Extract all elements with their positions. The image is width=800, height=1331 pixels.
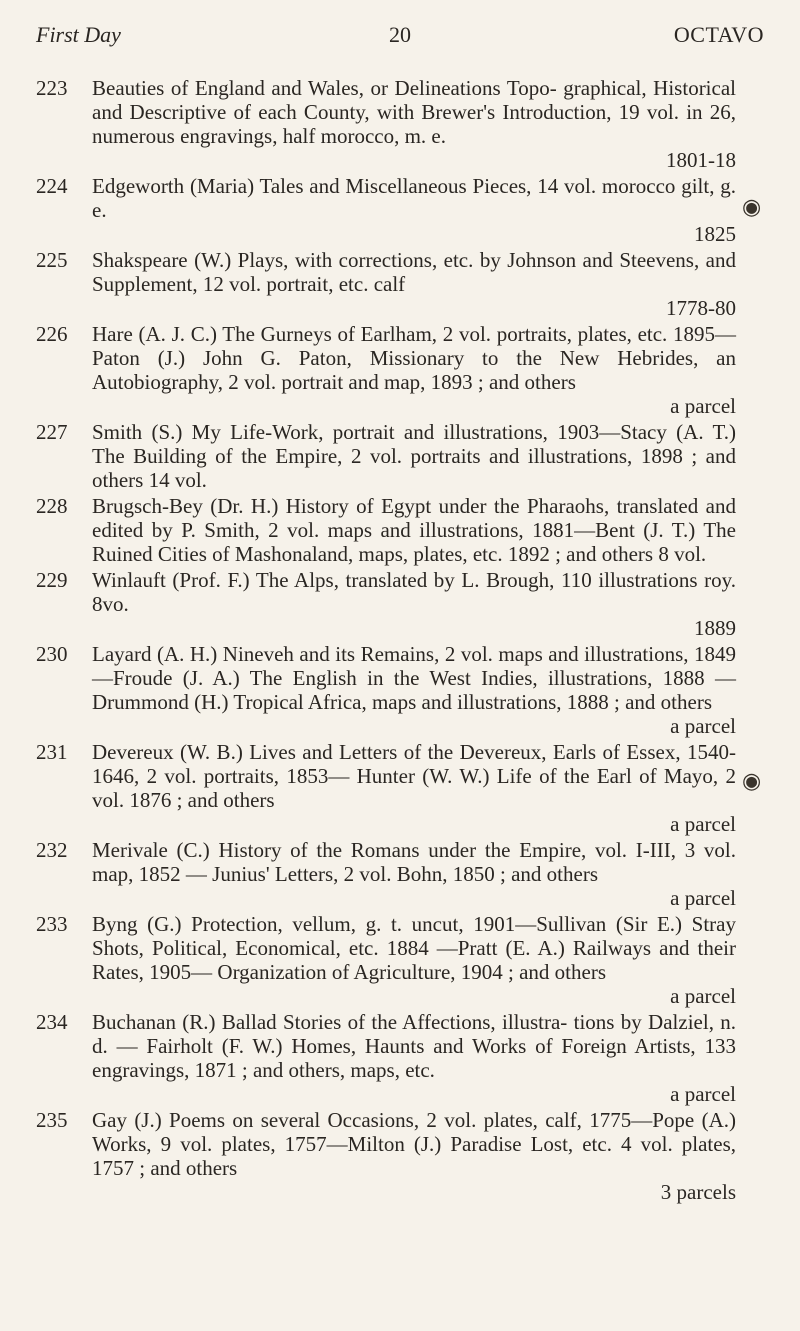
lot-date: 1889 [694, 616, 736, 640]
lot-number: 225 [36, 248, 68, 272]
lot-description: Devereux (W. B.) Lives and Letters of the Devereux, Earls of Essex, 1540-1646, 2 vol. portraits, 1853— Hunter (W. W.) Life of the Earl of Mayo, 2 vol. 1876 ; and others [92, 740, 736, 812]
lot-quantity: a parcel [670, 394, 736, 418]
lot-number: 227 [36, 420, 68, 444]
lot-description: Shakspeare (W.) Plays, with corrections, etc. by Johnson and Steevens, and Supplement, 12 vol. portrait, etc. calf [92, 248, 736, 296]
lot-entry [36, 322, 736, 418]
lot-entry [36, 248, 736, 320]
lot-quantity: a parcel [670, 1082, 736, 1106]
lot-entry [36, 740, 736, 836]
lot-entry [36, 912, 736, 1008]
lot-date: 1825 [694, 222, 736, 246]
lot-number: 234 [36, 1010, 68, 1034]
lot-description: Gay (J.) Poems on several Occasions, 2 vol. plates, calf, 1775—Pope (A.) Works, 9 vol. plates, 1757—Milton (J.) Paradise Lost, etc. 4 vol. plates, 1757 ; and others [92, 1108, 736, 1180]
lot-description: Smith (S.) My Life-Work, portrait and illustrations, 1903—Stacy (A. T.) The Building of the Empire, 2 vol. portraits and illustrations, 1898 ; and others 14 vol. [92, 420, 736, 492]
lot-entry [36, 420, 736, 492]
lot-entry [36, 568, 736, 640]
lot-number: 228 [36, 494, 68, 518]
lot-description: Edgeworth (Maria) Tales and Miscellaneous Pieces, 14 vol. morocco gilt, g. e. [92, 174, 736, 222]
lot-number: 232 [36, 838, 68, 862]
lot-description: Buchanan (R.) Ballad Stories of the Affections, illustra- tions by Dalziel, n. d. — Fairholt (F. W.) Homes, Haunts and Works of Foreign Artists, 133 engravings, 1871 ; and others, maps, etc. [92, 1010, 736, 1082]
lot-description: Brugsch-Bey (Dr. H.) History of Egypt under the Pharaohs, translated and edited by P. Smith, 2 vol. maps and illustrations, 1881—Bent (J. T.) The Ruined Cities of Mashonaland, maps, plates, etc. 1892 ; and others 8 vol. [92, 494, 736, 566]
lot-entry [36, 642, 736, 738]
lot-description: Winlauft (Prof. F.) The Alps, translated by L. Brough, 110 illustrations roy. 8vo. [92, 568, 736, 616]
lot-description: Merivale (C.) History of the Romans under the Empire, vol. I-III, 3 vol. map, 1852 — Junius' Letters, 2 vol. Bohn, 1850 ; and others [92, 838, 736, 886]
lot-number: 226 [36, 322, 68, 346]
lot-quantity: a parcel [670, 714, 736, 738]
lot-number: 230 [36, 642, 68, 666]
pencil-mark-icon: ◉ [742, 194, 762, 219]
lot-number: 229 [36, 568, 68, 592]
lot-entry [36, 76, 736, 172]
lot-number: 233 [36, 912, 68, 936]
lot-quantity: a parcel [670, 984, 736, 1008]
header-day: First Day [36, 22, 121, 47]
lot-number: 224 [36, 174, 68, 198]
page-header [36, 22, 764, 52]
lot-entry [36, 838, 736, 910]
lot-date: 1801-18 [666, 148, 736, 172]
lot-entry [36, 1010, 736, 1106]
catalogue-list [36, 76, 736, 1206]
lot-quantity: a parcel [670, 886, 736, 910]
lot-number: 223 [36, 76, 68, 100]
header-format: OCTAVO [673, 22, 764, 47]
lot-entry [36, 1108, 736, 1204]
lot-date: 1778-80 [666, 296, 736, 320]
lot-entry [36, 494, 736, 566]
lot-description: Layard (A. H.) Nineveh and its Remains, 2 vol. maps and illustrations, 1849—Froude (J. A.) The English in the West Indies, illustrations, 1888 — Drummond (H.) Tropical Africa, maps and illustrations, 1888 ; and others [92, 642, 736, 714]
lot-description: Hare (A. J. C.) The Gurneys of Earlham, 2 vol. portraits, plates, etc. 1895—Paton (J.) John G. Paton, Missionary to the New Hebrides, an Autobiography, 2 vol. portrait and map, 1893 ; and others [92, 322, 736, 394]
lot-number: 235 [36, 1108, 68, 1132]
lot-quantity: a parcel [670, 812, 736, 836]
lot-quantity: 3 parcels [660, 1180, 736, 1204]
lot-number: 231 [36, 740, 68, 764]
lot-description: Byng (G.) Protection, vellum, g. t. uncut, 1901—Sullivan (Sir E.) Stray Shots, Political, Economical, etc. 1884 —Pratt (E. A.) Railways and their Rates, 1905— Organization of Agriculture, 1904 ; and others [92, 912, 736, 984]
page-number: 20 [389, 22, 411, 47]
pencil-mark-icon: ◉ [742, 768, 762, 793]
lot-entry [36, 174, 736, 246]
lot-description: Beauties of England and Wales, or Delineations Topo- graphical, Historical and Descriptive of each County, with Brewer's Introduction, 19 vol. in 26, numerous engravings, half morocco, m. e. [92, 76, 736, 148]
